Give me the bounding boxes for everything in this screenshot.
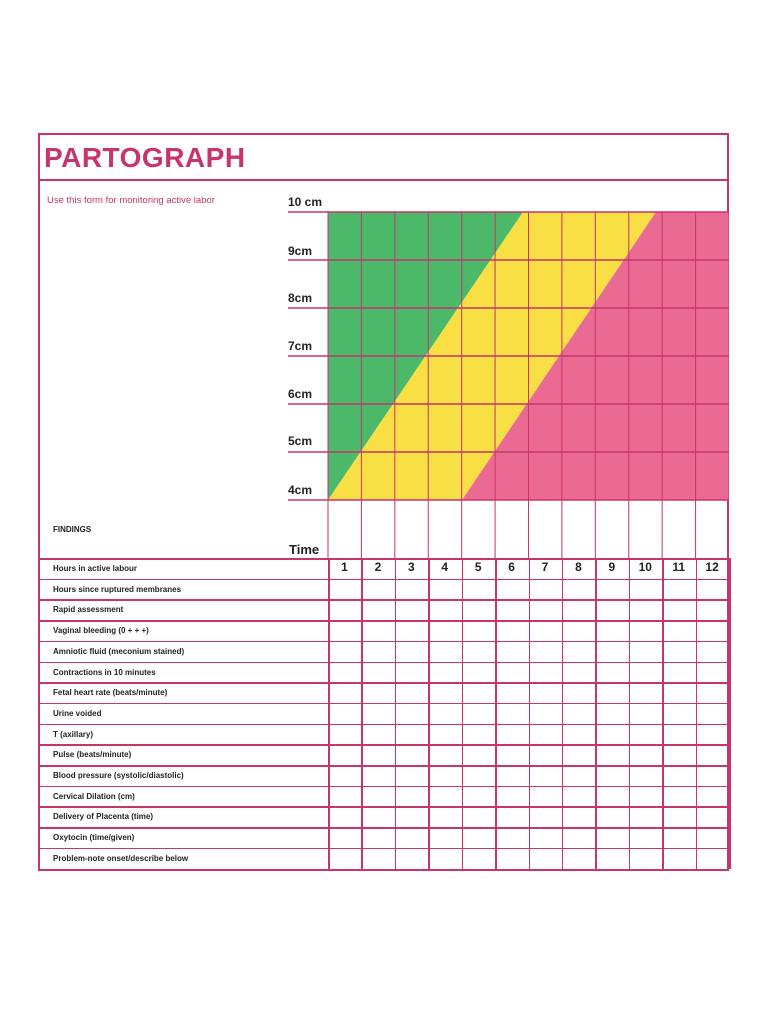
table-row-line: [38, 827, 729, 829]
finding-row-label: Hours in active labour: [53, 564, 138, 573]
table-col-line: [361, 558, 363, 869]
table-row-line: [38, 641, 729, 643]
table-col-line: [729, 558, 731, 869]
table-row-line: [38, 682, 729, 684]
dilation-label-9: 9cm: [288, 244, 313, 258]
finding-row-label: Vaginal bleeding (0 + + +): [53, 626, 149, 636]
table-col-line: [696, 558, 698, 869]
dilation-label-10: 10 cm: [288, 195, 323, 209]
table-row-line: [38, 744, 729, 746]
table-row-line: [38, 703, 729, 705]
hour-number: 4: [441, 560, 449, 574]
dilation-label-6: 6cm: [288, 387, 313, 401]
finding-row-label: Urine voided: [53, 708, 102, 718]
hour-number: 11: [672, 560, 685, 574]
form-subtitle: Use this form for monitoring active labor: [47, 195, 215, 206]
table-row-line: [38, 848, 729, 850]
dilation-chart: [288, 208, 729, 558]
finding-row-label: Oxytocin (time/given): [53, 833, 135, 843]
table-col-line: [428, 558, 430, 869]
table-row-line: [38, 599, 729, 601]
dilation-label-8: 8cm: [288, 291, 313, 305]
table-col-line: [562, 558, 564, 869]
finding-row-label: Blood pressure (systolic/diastolic): [53, 771, 184, 780]
findings-heading: FINDINGS: [53, 525, 92, 534]
finding-row-label: Hours since ruptured membranes: [53, 584, 182, 594]
table-row-line: [38, 869, 729, 871]
table-col-line: [662, 558, 664, 869]
hour-number: 10: [638, 560, 652, 574]
table-row-line: [38, 579, 729, 581]
dilation-label-4: 4cm: [288, 483, 313, 497]
time-label: Time: [289, 542, 320, 557]
finding-row-label: Pulse (beats/minute): [53, 750, 132, 760]
dilation-label-5: 5cm: [288, 434, 313, 448]
table-col-line: [462, 558, 464, 869]
finding-row-label: Rapid assessment: [53, 605, 124, 615]
finding-row-label: Cervical Dilation (cm): [53, 791, 135, 801]
table-col-line: [328, 558, 330, 869]
hour-number: 9: [608, 560, 616, 574]
dilation-label-7: 7cm: [288, 339, 313, 353]
table-row-line: [38, 765, 729, 767]
finding-row-label: Amniotic fluid (meconium stained): [53, 646, 185, 656]
page-title: PARTOGRAPH: [44, 142, 246, 173]
hour-number: 5: [474, 560, 482, 574]
table-row-line: [38, 806, 729, 808]
finding-row-label: Fetal heart rate (beats/minute): [53, 688, 168, 698]
hour-number: 8: [575, 560, 582, 574]
finding-row-label: T (axillary): [53, 729, 94, 739]
hour-number: 1: [341, 560, 348, 574]
finding-row-label: Contractions in 10 minutes: [53, 667, 156, 677]
title-divider: [38, 179, 729, 181]
finding-row-label: Problem-note onset/describe below: [53, 853, 189, 863]
table-col-line: [529, 558, 531, 869]
table-row-line: [38, 620, 729, 622]
table-row-line: [38, 786, 729, 788]
hour-number: 2: [374, 560, 382, 574]
finding-row-label: Delivery of Placenta (time): [53, 812, 154, 822]
table-row-line: [38, 724, 729, 726]
table-col-line: [629, 558, 631, 869]
hour-number: 6: [508, 560, 515, 574]
hour-number: 3: [407, 560, 415, 574]
hour-number: 12: [705, 560, 719, 574]
table-col-line: [495, 558, 497, 869]
table-col-line: [395, 558, 397, 869]
table-row-line: [38, 662, 729, 664]
table-col-line: [595, 558, 597, 869]
hour-number: 7: [541, 560, 549, 574]
